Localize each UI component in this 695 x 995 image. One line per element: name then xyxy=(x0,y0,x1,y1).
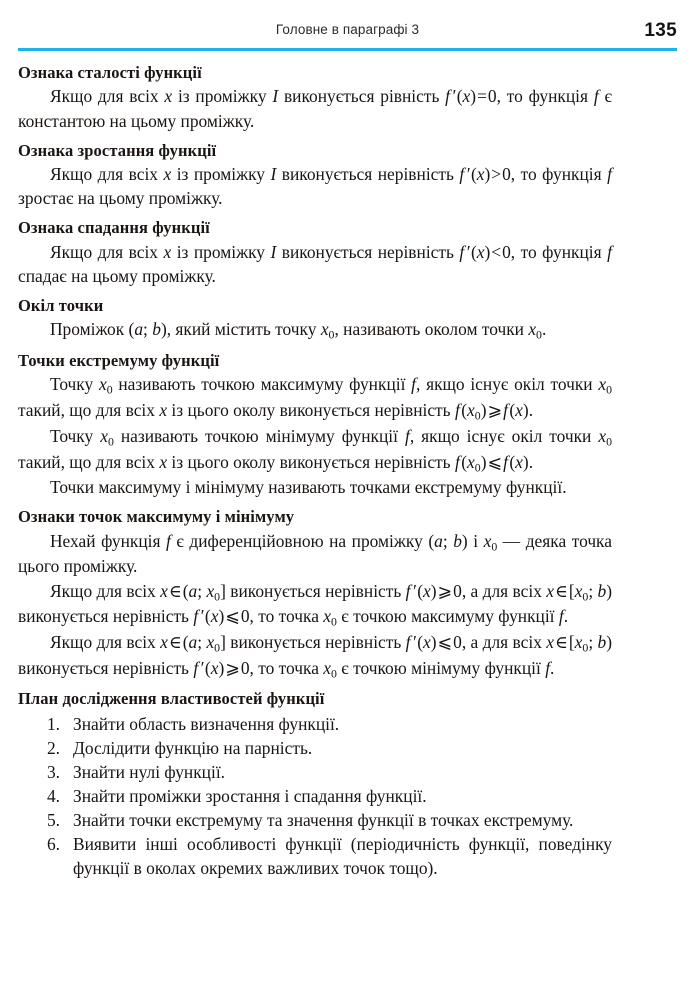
text-interval-word: Проміжок xyxy=(50,319,125,340)
math-var-x0: $x_0$ xyxy=(98,374,113,397)
page-content xyxy=(18,62,612,880)
text-holds-inequality: виконується нерівність xyxy=(281,241,454,262)
math-var-x0: $x_0$ xyxy=(483,530,498,554)
text-all: всіх xyxy=(512,580,542,601)
section-paragraph xyxy=(18,372,612,423)
section-paragraph xyxy=(18,630,612,681)
list-item: Виявити інші особливості функції (періодичність функції, поведінку функції в околах окремих важливих точок тощо). xyxy=(73,834,612,879)
math-var-f: f. xyxy=(545,657,555,678)
text-and-for: , а для xyxy=(461,580,509,601)
math-var-f: f xyxy=(166,530,171,551)
text-dash: — xyxy=(502,530,521,551)
text-let-function: Нехай функція xyxy=(50,530,161,551)
section-extremum-criteria xyxy=(18,499,612,681)
math-expr-derivative-le-zero: f ′ (x)⩽0 xyxy=(193,606,250,627)
text-then-function: то функція xyxy=(520,241,602,262)
list-item: Знайти точки екстремуму та значення функції в точках екстремуму. xyxy=(73,810,574,831)
section-increase xyxy=(18,133,612,211)
math-expr-derivative-gt-zero: f ′ (x)>0, xyxy=(459,164,516,185)
section-paragraph xyxy=(18,240,612,288)
text-holds-inequality: виконується нерівність xyxy=(281,164,454,185)
math-membership-right-max: $x\in[x_0$; b) xyxy=(546,580,613,603)
text-is-min-point: є точкою мінімуму функції xyxy=(341,657,541,678)
text-point-word: Точку xyxy=(50,425,94,446)
text-is-constant: є константою на цьому проміжку. xyxy=(18,86,612,131)
math-var-x0: $x_0$ xyxy=(598,374,612,397)
text-and: і xyxy=(473,530,479,551)
text-all: всіх xyxy=(512,631,542,652)
text-function-genitive: функції. xyxy=(505,477,567,498)
text-holds-equality: виконується рівність xyxy=(283,86,440,107)
section-paragraph xyxy=(18,529,612,579)
text-which-contains: , який містить точку xyxy=(166,319,317,340)
text-is-differentiable: є диференційовною на проміжку xyxy=(176,530,423,551)
math-var-f: f xyxy=(607,164,612,185)
math-var-x0: $x_0$ xyxy=(100,425,114,449)
text-is-max-point: є точкою максимуму функції xyxy=(341,606,555,627)
section-title: Ознаки точок максимуму і мінімуму xyxy=(18,507,295,527)
text-decreases: спадає на цьому проміжку. xyxy=(18,265,216,286)
section-title: Окіл точки xyxy=(18,295,104,315)
math-interval-a-b: (a; b) xyxy=(128,319,167,340)
math-var-x: x xyxy=(163,241,172,262)
math-var-x0: $x_0$. xyxy=(528,319,547,342)
math-var-x: x xyxy=(159,400,168,421)
page-number: 135 xyxy=(644,20,677,41)
math-interval-a-b: (a; b) xyxy=(428,530,468,551)
section-study-plan xyxy=(18,681,612,880)
text-called-neighbourhood: , називають околом точки xyxy=(334,319,524,340)
text-then-point: , то точка xyxy=(249,606,319,627)
text-from-this-neighbourhood: із цього околу виконується xyxy=(171,451,371,472)
text-inequality-word: нерівність xyxy=(374,451,451,472)
math-var-x: x xyxy=(164,86,173,107)
text-holds-inequality: виконується нерівність xyxy=(230,631,402,652)
section-paragraph xyxy=(18,317,612,343)
text-and-for: , а для xyxy=(461,631,509,652)
math-expr-derivative-ge-zero: f ′ (x)⩾0 xyxy=(405,580,462,601)
running-head xyxy=(18,20,677,46)
math-expr-derivative-ge-zero: f ′ (x)⩾0 xyxy=(193,657,250,678)
math-var-x0: $x_0$ xyxy=(323,657,337,680)
section-paragraph xyxy=(18,162,612,210)
section-paragraph xyxy=(18,424,612,475)
text-if-for-all: Якщо для всіх xyxy=(50,631,156,652)
section-constancy xyxy=(18,62,612,133)
math-var-x0: $x_0$ xyxy=(598,425,613,449)
math-membership-right-min: $x\in[x_0$; b) xyxy=(546,631,613,655)
math-var-I: I xyxy=(272,86,279,107)
text-such-that-for-all: такий, що для всіх xyxy=(18,400,155,421)
math-expr-derivative-eq-zero: f ′ (x)=0, xyxy=(445,86,501,107)
text-some-point: деяка точка цього проміжку. xyxy=(18,530,612,577)
math-var-x: x xyxy=(163,164,172,185)
text-increases: зростає на цьому проміжку. xyxy=(18,188,223,209)
text-then-function: то функція xyxy=(520,164,602,185)
text-from-interval: із проміжку xyxy=(176,164,265,185)
text-if-exists-neighbourhood: , якщо існує окіл точки xyxy=(416,374,593,395)
math-var-x0: $x_0$ xyxy=(320,319,335,342)
section-title: Ознака спадання функції xyxy=(18,218,210,238)
text-holds-inequality: виконується нерівність xyxy=(18,606,189,627)
math-var-x: x xyxy=(159,451,168,472)
math-expr-fx0-le-fx: f $(x_0)⩽f$ (x). xyxy=(454,451,534,474)
section-neighbourhood xyxy=(18,288,612,343)
section-title: Ознака зростання функції xyxy=(18,140,217,160)
list-item: Знайти проміжки зростання і спадання функції. xyxy=(73,785,427,806)
text-from-interval: із проміжку xyxy=(176,241,265,262)
math-var-I: I xyxy=(270,164,277,185)
math-var-I: I xyxy=(270,241,277,262)
math-var-f: f xyxy=(404,425,410,446)
math-var-x0: $x_0$ xyxy=(323,606,337,629)
text-max-min-named: Точки максимуму і мінімуму називають точками екстремуму xyxy=(50,477,502,498)
text-called-min-point: називають точкою мінімуму функції xyxy=(120,425,398,446)
running-head-title: Головне в параграфі 3 xyxy=(275,22,420,37)
math-var-f: f xyxy=(607,241,612,262)
section-paragraph xyxy=(18,579,612,630)
section-title: Ознака сталості функції xyxy=(18,63,202,82)
section-paragraph xyxy=(18,84,612,132)
list-item: Знайти область визначення функції. xyxy=(73,713,340,734)
text-from-interval: із проміжку xyxy=(177,86,267,107)
text-if-for-all: Якщо для всіх xyxy=(50,241,158,262)
list-item: Дослідити функцію на парність. xyxy=(73,737,313,758)
text-called-max-point: називають точкою максимуму функції xyxy=(118,374,406,395)
section-title: План дослідження властивостей функції xyxy=(18,689,325,709)
text-inequality-word: нерівність xyxy=(374,400,451,421)
math-expr-derivative-le-zero: f ′ (x)⩽0 xyxy=(405,631,462,652)
study-plan-list xyxy=(18,712,612,881)
text-if-for-all: Якщо для всіх xyxy=(50,164,158,185)
math-expr-derivative-lt-zero: f ′ (x)<0, xyxy=(459,241,516,262)
text-then-point: , то точка xyxy=(249,657,319,678)
section-decrease xyxy=(18,210,612,288)
math-var-f: f. xyxy=(558,606,569,627)
section-title: Точки екстремуму функції xyxy=(18,351,220,370)
math-var-f: f xyxy=(593,86,599,107)
list-item: Знайти нулі функції. xyxy=(73,761,225,782)
text-if-for-all: Якщо для всіх xyxy=(50,580,156,601)
math-membership-left-min: x∈(a; $x_0$] xyxy=(160,631,226,655)
text-such-that-for-all: такий, що для всіх xyxy=(18,451,155,472)
text-then-function: то функція xyxy=(506,86,589,107)
section-extremum-points xyxy=(18,343,612,499)
text-holds-inequality: виконується нерівність xyxy=(18,657,189,678)
text-from-this-neighbourhood: із цього околу виконується xyxy=(171,400,371,421)
math-membership-left-max: x∈(a; $x_0$] xyxy=(160,580,226,603)
text-holds-inequality: виконується нерівність xyxy=(230,580,402,601)
text-if-exists-neighbourhood: , якщо існує окіл точки xyxy=(409,425,592,446)
text-point-word: Точку xyxy=(50,374,94,395)
section-paragraph xyxy=(18,475,612,499)
text-if-for-all: Якщо для всіх xyxy=(50,86,159,107)
math-expr-fx0-ge-fx: f $(x_0)⩾f$ (x). xyxy=(454,400,534,423)
header-rule-divider xyxy=(18,48,677,51)
math-var-f: f xyxy=(411,374,416,395)
